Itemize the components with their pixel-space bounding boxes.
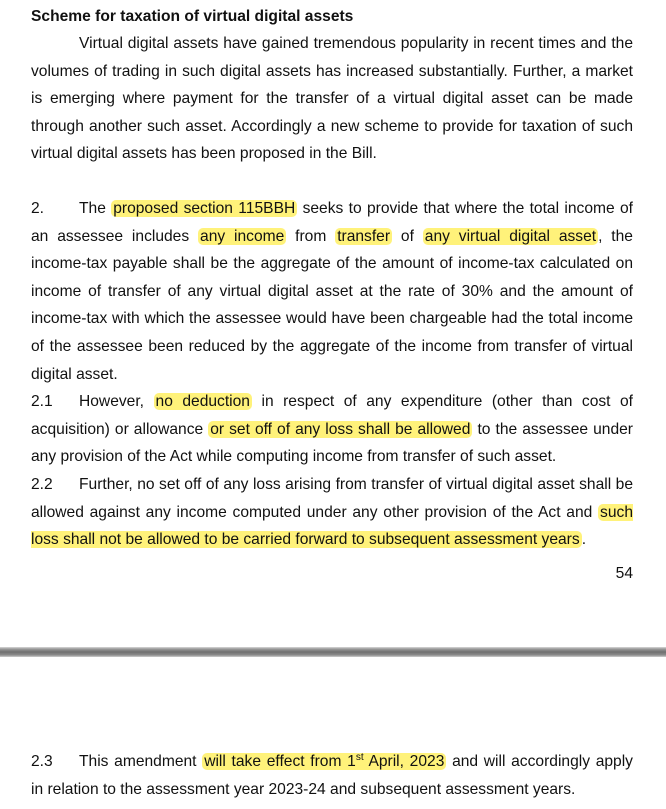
document-body-continued [31,748,633,803]
document-body [31,6,633,554]
highlight: no deduction [155,393,250,411]
highlight: or set off of any loss shall be allowed [210,420,471,438]
paragraph-2-2: 2.2 Further, no set off of any loss arising from transfer of virtual digital asset shall be allowed against any income computed under any other provision of the Act and such loss shall not be allowed to be carried forward to subsequent assessment years . [31,471,633,554]
intro-paragraph: Virtual digital assets have gained tremendous popularity in recent times and the volumes of trading in such digital assets has increased substantially. Further, a market is emerging where payment for the transfer of a virtual digital asset can be made through another such asset. Accordingly a new scheme to provide for taxation of such virtual digital assets has been proposed in the Bill. [31,35,633,163]
page-number: 54 [615,565,633,582]
paragraph-number: 2. [31,199,45,217]
section-heading: Scheme for taxation of virtual digital assets [31,8,354,25]
highlight: transfer [337,227,391,245]
document-page-bottom [0,657,666,809]
paragraph-number: 2.3 [31,753,53,770]
highlight: any virtual digital asset [424,227,597,245]
highlight: such loss shall not be allowed to be carried forward to subsequent assessment years [31,503,633,549]
highlight: any income [200,227,285,245]
page-separator [0,647,666,657]
highlight: will take effect from 1st April, 2023 [204,751,445,770]
paragraph-2: 2. The proposed section 115BBH seeks to provide that where the total income of an assessee includes any income from transfer of any virtual digital asset , the income-tax payable shall be the aggregate of the amount of income-tax calculated on income of transfer of any virtual digital asset at the rate of 30% and the amount of income-tax with which the assessee would have been chargeable had the total income of the assessee been reduced by the aggregate of the income from transfer of virtual digital asset. [31,195,633,388]
highlight: proposed section 115BBH [113,199,296,217]
paragraph-2-1: 2.1 However, no deduction in respect of any expenditure (other than cost of acquisition) or allowance or set off of any loss shall be allowed to the assessee under any provision of the Act while computing income from transfer of such asset. [31,388,633,471]
paragraph-number: 2.1 [31,393,53,411]
paragraph-number: 2.2 [31,475,53,493]
paragraph-2-3: 2.3 This amendment will take effect from 1st April, 2023 and will accordingly apply in relation to the assessment year 2023-24 and subsequent assessment years. [31,748,633,803]
